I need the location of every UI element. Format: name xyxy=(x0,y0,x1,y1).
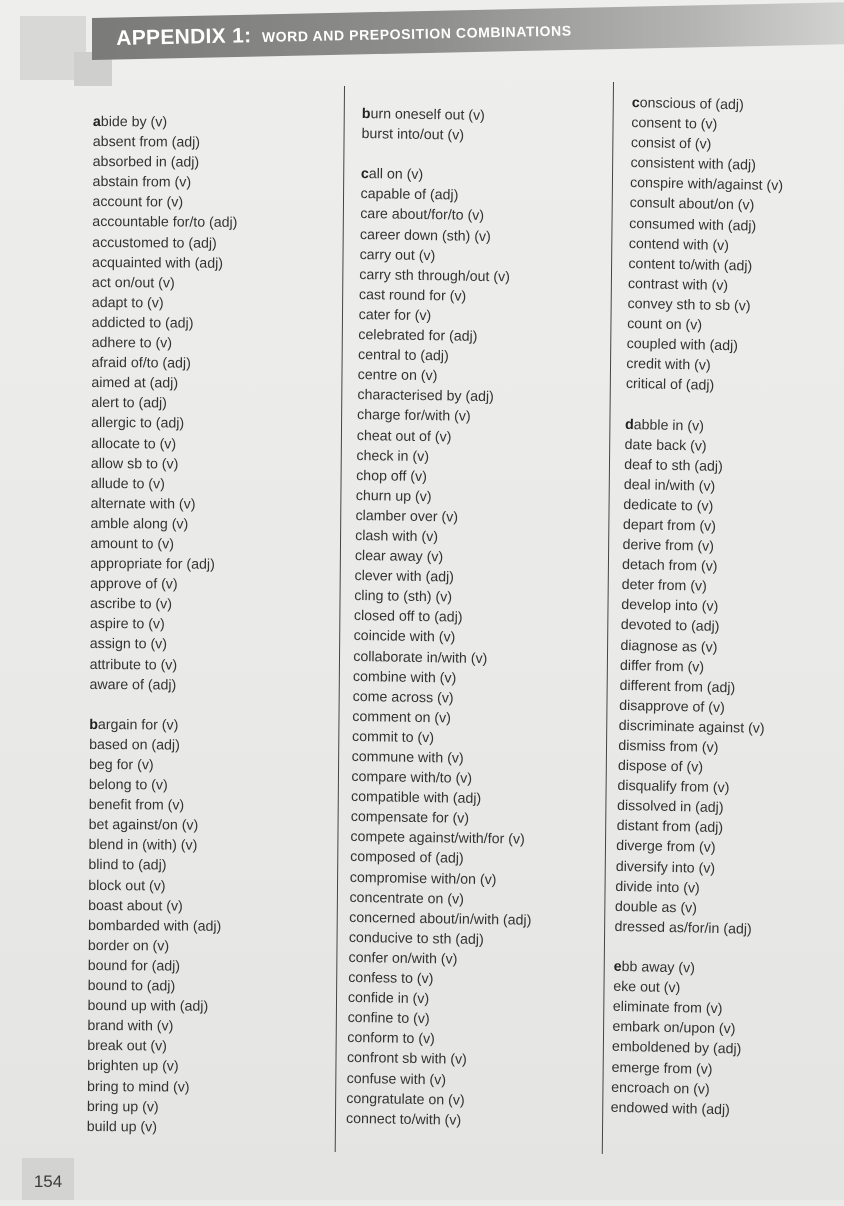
initial-letter: c xyxy=(631,94,640,112)
word-entry: abide by (v) xyxy=(92,113,168,131)
word-entry: concerned about/in/with (adj) xyxy=(349,909,532,929)
word-entry: consult about/on (v) xyxy=(629,195,755,215)
word-entry: alert to (adj) xyxy=(91,395,167,412)
initial-letter: e xyxy=(613,958,622,976)
word-entry: diverge from (v) xyxy=(616,838,716,857)
word-entry: cast round for (v) xyxy=(358,286,467,305)
word-entry: based on (adj) xyxy=(89,736,180,754)
word-entry: eke out (v) xyxy=(613,978,681,997)
word-entry: dedicate to (v) xyxy=(623,496,714,515)
word-entry: conspire with/against (v) xyxy=(629,175,784,195)
word-entry: cheat out of (v) xyxy=(356,427,452,445)
word-entry: break out (v) xyxy=(87,1038,167,1055)
word-entry: disqualify from (v) xyxy=(617,778,730,797)
word-entry: blind to (adj) xyxy=(88,857,167,874)
word-entry: allocate to (v) xyxy=(90,435,177,453)
word-entry: clamber over (v) xyxy=(355,507,459,526)
word-entry: celebrated for (adj) xyxy=(358,327,478,345)
word-entry: dabble in (v) xyxy=(624,416,705,435)
word-entry: diagnose as (v) xyxy=(620,637,718,656)
word-entry: dressed as/for/in (adj) xyxy=(614,918,752,938)
word-entry: benefit from (v) xyxy=(88,797,185,814)
word-entry: closed off to (adj) xyxy=(353,608,463,626)
word-entry: brand with (v) xyxy=(87,1018,174,1035)
word-entry: bound up with (adj) xyxy=(87,998,209,1015)
word-entry: burst into/out (v) xyxy=(361,126,465,144)
word-entry: different from (adj) xyxy=(619,677,736,697)
word-entry: addicted to (adj) xyxy=(91,314,194,332)
word-entry: ascribe to (v) xyxy=(89,596,173,613)
word-entry: abstain from (v) xyxy=(92,174,192,191)
word-entry: beg for (v) xyxy=(88,756,154,774)
word-entry: confront sb with (v) xyxy=(346,1050,467,1069)
word-entry: churn up (v) xyxy=(355,487,432,505)
word-entry: collaborate in/with (v) xyxy=(353,648,488,667)
word-entry: care about/for/to (v) xyxy=(360,206,485,225)
word-entry: acquainted with (adj) xyxy=(92,254,224,272)
word-entry: comment on (v) xyxy=(352,708,452,727)
word-entry: divide into (v) xyxy=(615,878,700,897)
word-entry: composed of (adj) xyxy=(350,849,464,868)
word-entry: consistent with (adj) xyxy=(630,155,757,174)
word-entry: combine with (v) xyxy=(352,668,457,687)
column-divider xyxy=(335,86,345,1152)
word-entry: date back (v) xyxy=(624,436,707,455)
word-entry: credit with (v) xyxy=(626,356,711,374)
word-entry: coupled with (adj) xyxy=(626,336,739,355)
word-entry: commit to (v) xyxy=(351,728,435,747)
word-entry: distant from (adj) xyxy=(616,818,724,837)
word-entry: conducive to sth (adj) xyxy=(348,929,484,948)
word-entry: disapprove of (v) xyxy=(618,697,725,716)
initial-letter: b xyxy=(361,105,371,123)
word-entry: amble along (v) xyxy=(90,515,189,533)
word-entry: consent to (v) xyxy=(631,115,718,133)
word-entry: boast about (v) xyxy=(88,897,183,915)
word-entry: compare with/to (v) xyxy=(351,769,473,787)
word-entry: differ from (v) xyxy=(619,657,705,676)
word-entry: blend in (with) (v) xyxy=(88,837,198,855)
word-entry: bargain for (v) xyxy=(89,716,179,734)
initial-letter: b xyxy=(89,716,98,733)
word-entry: carry sth through/out (v) xyxy=(359,266,511,286)
word-entry: compromise with/on (v) xyxy=(349,869,497,888)
word-entry: eliminate from (v) xyxy=(612,999,723,1018)
word-entry: compatible with (adj) xyxy=(350,789,482,808)
word-entry: embark on/upon (v) xyxy=(612,1019,736,1038)
group-gap xyxy=(361,144,543,167)
word-entry: cling to (sth) (v) xyxy=(354,588,453,606)
appendix-subtitle: WORD AND PREPOSITION COMBINATIONS xyxy=(261,22,572,45)
word-entry: assign to (v) xyxy=(89,636,168,653)
word-entry: border on (v) xyxy=(87,937,170,955)
initial-letter: c xyxy=(360,166,369,183)
word-entry: confide in (v) xyxy=(347,990,430,1008)
word-entry: amount to (v) xyxy=(90,535,175,553)
word-entry: alternate with (v) xyxy=(90,495,196,513)
word-entry: aimed at (adj) xyxy=(91,375,179,392)
word-entry: adhere to (v) xyxy=(91,335,173,352)
word-entry: belong to (v) xyxy=(88,777,168,794)
word-entry: ebb away (v) xyxy=(613,958,696,977)
word-entry: congratulate on (v) xyxy=(346,1090,465,1109)
word-entry: deter from (v) xyxy=(621,577,707,595)
word-entry: derive from (v) xyxy=(622,536,715,555)
word-entry: consumed with (adj) xyxy=(629,215,757,235)
word-entry: commune with (v) xyxy=(351,748,464,767)
word-entry: clear away (v) xyxy=(354,548,444,566)
word-entry: coincide with (v) xyxy=(353,628,456,646)
word-entry: clash with (v) xyxy=(355,527,439,546)
word-entry: allude to (v) xyxy=(90,475,165,493)
word-entry: accountable for/to (adj) xyxy=(92,214,238,232)
word-entry: emerge from (v) xyxy=(611,1059,713,1078)
word-entry: burn oneself out (v) xyxy=(361,105,485,124)
word-entry: endowed with (adj) xyxy=(610,1099,730,1118)
word-entry: call on (v) xyxy=(360,166,424,184)
word-entry: characterised by (adj) xyxy=(357,387,494,406)
word-entry: deaf to sth (adj) xyxy=(624,456,723,475)
word-entry: convey sth to sb (v) xyxy=(627,295,751,315)
word-entry: bet against/on (v) xyxy=(88,817,199,834)
word-entry: carry out (v) xyxy=(359,246,436,264)
word-entry: block out (v) xyxy=(88,877,166,895)
word-entry: discriminate against (v) xyxy=(618,717,765,737)
word-entry: career down (sth) (v) xyxy=(359,226,491,245)
word-entry: emboldened by (adj) xyxy=(611,1039,742,1058)
word-entry: come across (v) xyxy=(352,688,454,707)
word-entry: conscious of (adj) xyxy=(631,94,744,114)
word-entry: bring to mind (v) xyxy=(86,1078,190,1096)
word-entry: bound for (adj) xyxy=(87,957,181,975)
word-entry: count on (v) xyxy=(626,315,703,334)
word-entry: deal in/with (v) xyxy=(623,476,716,495)
word-entry: conform to (v) xyxy=(347,1030,435,1048)
word-entry: charge for/with (v) xyxy=(356,407,471,426)
word-entry: develop into (v) xyxy=(621,597,719,616)
word-column-1 xyxy=(87,112,238,1138)
word-entry: encroach on (v) xyxy=(611,1079,710,1098)
word-entry: clever with (adj) xyxy=(354,568,455,586)
word-entry: allow sb to (v) xyxy=(90,455,179,473)
word-entry: devoted to (adj) xyxy=(620,617,720,636)
group-gap xyxy=(89,695,234,716)
appendix-title: APPENDIX 1: xyxy=(116,24,252,50)
word-entry: contrast with (v) xyxy=(627,275,729,294)
word-entry: attribute to (v) xyxy=(89,656,178,674)
word-entry: confine to (v) xyxy=(347,1010,430,1028)
word-entry: content to/with (adj) xyxy=(628,255,753,275)
word-entry: diversify into (v) xyxy=(615,858,716,877)
word-entry: detach from (v) xyxy=(621,557,718,576)
word-entry: double as (v) xyxy=(614,898,698,917)
word-entry: compensate for (v) xyxy=(350,809,470,828)
word-column-3 xyxy=(611,93,785,1121)
word-entry: absorbed in (adj) xyxy=(92,154,200,171)
word-entry: chop off (v) xyxy=(356,467,427,485)
word-entry: dissolved in (adj) xyxy=(616,798,724,817)
word-entry: dismiss from (v) xyxy=(618,737,719,756)
word-entry: act on/out (v) xyxy=(91,274,175,292)
initial-letter: a xyxy=(92,113,101,131)
word-entry: consist of (v) xyxy=(630,135,712,153)
word-entry: brighten up (v) xyxy=(87,1058,179,1075)
word-entry: concentrate on (v) xyxy=(349,889,465,908)
word-entry: afraid of/to (adj) xyxy=(91,355,191,372)
word-entry: centre on (v) xyxy=(357,367,438,385)
word-entry: depart from (v) xyxy=(622,516,717,535)
word-entry: critical of (adj) xyxy=(625,376,715,395)
word-entry: confer on/with (v) xyxy=(348,949,458,968)
word-entry: aware of (adj) xyxy=(89,676,177,694)
word-entry: adapt to (v) xyxy=(91,294,164,312)
word-entry: allergic to (adj) xyxy=(91,415,185,432)
word-entry: contend with (v) xyxy=(628,235,730,254)
word-entry: aspire to (v) xyxy=(89,616,165,633)
word-entry: approve of (v) xyxy=(90,576,178,593)
word-column-2 xyxy=(346,104,544,1132)
word-entry: bombarded with (adj) xyxy=(87,917,222,935)
word-entry: dispose of (v) xyxy=(617,757,704,776)
word-entry: connect to/with (v) xyxy=(345,1110,462,1129)
word-entry: check in (v) xyxy=(356,447,430,465)
word-entry: confess to (v) xyxy=(348,969,434,988)
page-number: 154 xyxy=(22,1158,74,1200)
initial-letter: d xyxy=(624,416,634,433)
word-entry: absent from (adj) xyxy=(92,134,201,151)
word-entry: compete against/with/for (v) xyxy=(350,829,525,849)
word-entry: build up (v) xyxy=(86,1118,158,1136)
word-entry: capable of (adj) xyxy=(360,186,459,204)
word-entry: appropriate for (adj) xyxy=(90,556,215,573)
word-entry: account for (v) xyxy=(92,194,184,211)
word-entry: bring up (v) xyxy=(86,1098,159,1116)
word-entry: bound to (adj) xyxy=(87,978,176,995)
word-entry: cater for (v) xyxy=(358,306,432,325)
word-entry: accustomed to (adj) xyxy=(92,234,217,252)
word-entry: central to (adj) xyxy=(357,347,449,365)
word-entry: confuse with (v) xyxy=(346,1070,447,1088)
